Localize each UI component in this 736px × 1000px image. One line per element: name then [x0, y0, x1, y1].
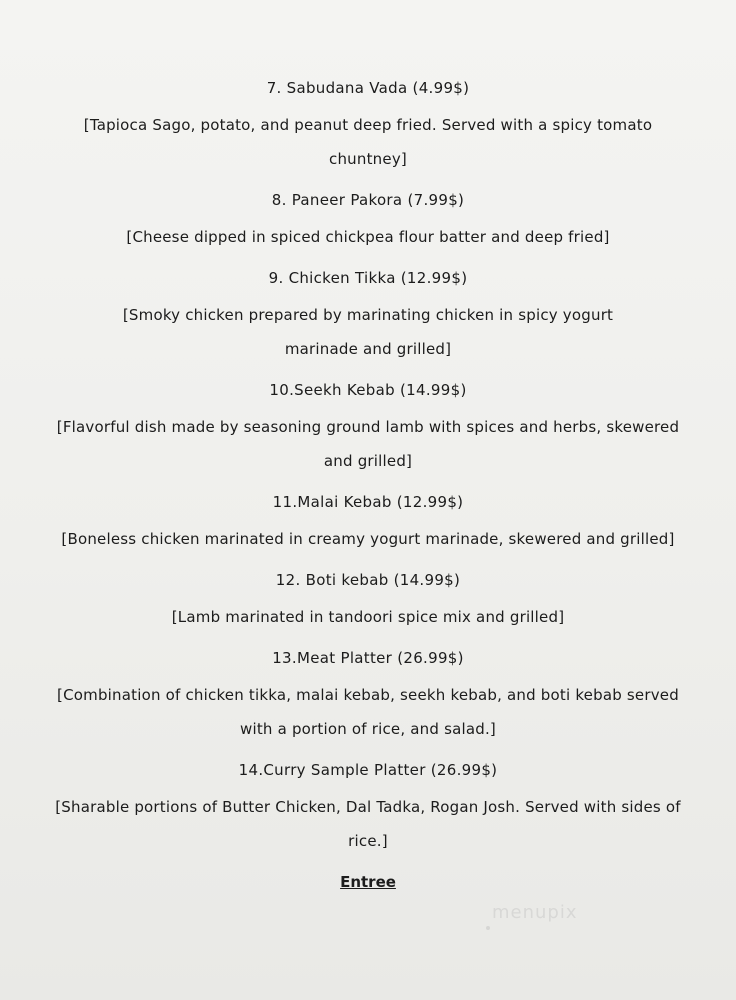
menu-item-title: 9. Chicken Tikka (12.99$) [268, 269, 468, 287]
menu-item-title: 14.Curry Sample Platter (26.99$) [238, 761, 498, 779]
menu-item [40, 268, 696, 366]
menu-item-title: 10.Seekh Kebab (14.99$) [269, 381, 467, 399]
watermark-text: menupix [492, 902, 578, 923]
menu-item-description: [Lamb marinated in tandoori spice mix and grilled] [171, 608, 565, 626]
menu-item-title: 13.Meat Platter (26.99$) [272, 649, 464, 667]
menu-list [40, 78, 696, 892]
menu-item [40, 78, 696, 176]
menu-item [40, 760, 696, 858]
menu-item-description: [Tapioca Sago, potato, and peanut deep fried. Served with a spicy tomato chuntney] [83, 116, 653, 168]
menu-item-title: 12. Boti kebab (14.99$) [275, 571, 461, 589]
menu-item [40, 380, 696, 478]
section-heading-entree: Entree [340, 873, 396, 891]
watermark-dot-icon [486, 926, 490, 930]
menu-item-description: [Smoky chicken prepared by marinating chicken in spicy yogurt marinade and grilled] [122, 306, 614, 358]
watermark [492, 902, 578, 923]
menu-item-title: 11.Malai Kebab (12.99$) [272, 493, 464, 511]
menu-item-title: 7. Sabudana Vada (4.99$) [266, 79, 470, 97]
menu-item-description: [Cheese dipped in spiced chickpea flour batter and deep fried] [126, 228, 610, 246]
menu-item-description: [Sharable portions of Butter Chicken, Dal Tadka, Rogan Josh. Served with sides of rice.] [55, 798, 681, 850]
menu-item [40, 570, 696, 634]
menu-item [40, 190, 696, 254]
menu-item [40, 648, 696, 746]
menu-item-description: [Flavorful dish made by seasoning ground lamb with spices and herbs, skewered and grilled] [56, 418, 680, 470]
menu-item [40, 492, 696, 556]
menu-item-title: 8. Paneer Pakora (7.99$) [271, 191, 465, 209]
menu-item-description: [Boneless chicken marinated in creamy yogurt marinade, skewered and grilled] [61, 530, 675, 548]
menu-item-description: [Combination of chicken tikka, malai kebab, seekh kebab, and boti kebab served with a portion of rice, and salad.] [57, 686, 679, 738]
